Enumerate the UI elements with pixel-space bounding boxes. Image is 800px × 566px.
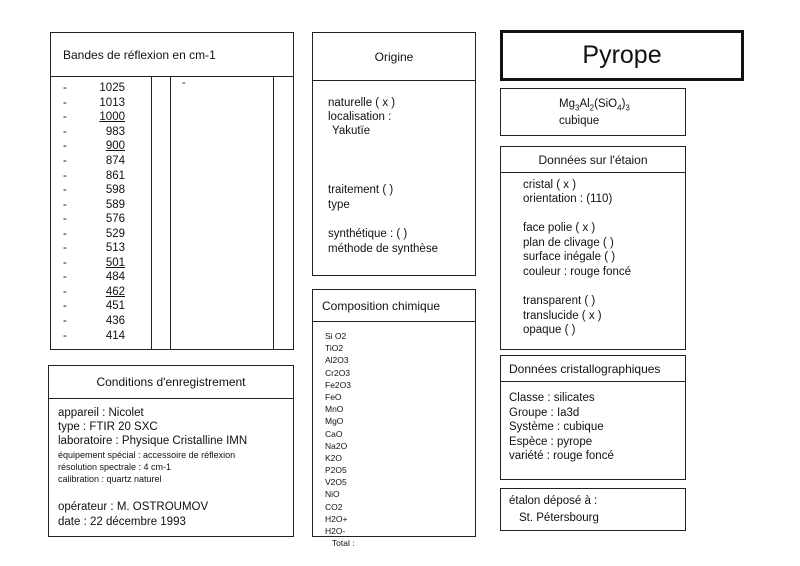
band-row	[63, 154, 125, 169]
composition-item: CO2	[325, 501, 343, 512]
conditions-panel	[48, 365, 294, 537]
composition-item: Fe2O3	[325, 379, 351, 390]
band-row	[63, 270, 125, 285]
laboratoire-field: laboratoire : Physique Cristalline IMN	[58, 435, 248, 447]
crystal-system: cubique	[559, 115, 600, 127]
band-value: 589	[105, 198, 125, 211]
band-value: 1013	[99, 96, 125, 109]
composition-item: Si O2	[325, 331, 347, 341]
equipement-field: équipement spécial : accessoire de réflexion	[58, 450, 236, 460]
composition-item: NiO	[325, 489, 340, 500]
type-field: type : FTIR 20 SXC	[58, 421, 158, 433]
band-row	[63, 183, 125, 198]
mineral-name: Pyrope	[582, 41, 662, 69]
band-row	[63, 226, 125, 241]
band-dash: -	[63, 315, 67, 328]
composition-item: TiO2	[325, 343, 344, 354]
band-value: 484	[105, 271, 125, 284]
etalon-line: cristal ( x )	[523, 179, 577, 191]
band-value: 451	[105, 300, 125, 313]
band-row	[63, 81, 125, 96]
depot-label: étalon déposé à :	[509, 495, 598, 507]
band-row	[63, 125, 125, 140]
column-divider	[170, 77, 171, 349]
band-list	[63, 81, 125, 343]
band-value: 513	[105, 242, 125, 255]
date-field: date : 22 décembre 1993	[58, 516, 186, 528]
resolution-field: résolution spectrale : 4 cm-1	[58, 462, 172, 472]
traitement-field: traitement ( )	[328, 184, 394, 196]
band-row	[63, 241, 125, 256]
band-row	[63, 285, 125, 300]
band-dash: -	[63, 242, 67, 255]
composition-item: V2O5	[325, 477, 347, 488]
band-value: 501	[105, 256, 125, 269]
composition-item: MnO	[325, 404, 344, 415]
composition-item: FeO	[325, 391, 342, 402]
band-value: 436	[105, 315, 125, 328]
etalon-panel	[500, 146, 686, 350]
etalon-line: transparent ( )	[523, 295, 596, 307]
localisation-value: Yakutïe	[332, 125, 371, 137]
band-row	[63, 212, 125, 227]
etalon-line: translucide ( x )	[523, 310, 602, 322]
depot-panel	[500, 488, 686, 531]
band-dash: -	[63, 285, 67, 298]
composition-item: Na2O	[325, 440, 348, 451]
type-field: type	[328, 199, 350, 211]
band-value: 983	[105, 125, 125, 138]
band-dash: -	[63, 96, 67, 109]
cristallo-line: Espèce : pyrope	[509, 436, 593, 448]
band-dash: -	[63, 184, 67, 197]
etalon-line: surface inégale ( )	[523, 251, 616, 263]
band-dash: -	[63, 169, 67, 182]
band-row	[63, 314, 125, 329]
appareil-field: appareil : Nicolet	[58, 407, 144, 419]
composition-panel	[312, 289, 476, 549]
band-dash: -	[63, 198, 67, 211]
composition-item: Total :	[325, 538, 355, 549]
band-dash: -	[63, 140, 67, 153]
composition-list	[325, 330, 355, 549]
cristallo-line: Système : cubique	[509, 421, 604, 433]
conditions-title: Conditions d'enregistrement	[49, 366, 293, 399]
bands-panel	[50, 32, 294, 350]
etalon-title: Données sur l'étaion	[501, 147, 685, 173]
mineral-name-box	[500, 30, 744, 81]
bands-body	[51, 77, 293, 349]
band-dash: -	[63, 155, 67, 167]
etalon-line: opaque ( )	[523, 324, 576, 336]
composition-item: H2O+	[325, 513, 348, 524]
composition-item: MgO	[325, 416, 344, 427]
band-value: 1025	[99, 82, 125, 95]
band-value: 598	[105, 184, 125, 197]
etalon-line: couleur : rouge foncé	[523, 266, 632, 278]
etalon-line: face polie ( x )	[523, 222, 596, 234]
band-row	[63, 299, 125, 314]
band-dash: -	[63, 213, 67, 226]
etalon-line: plan de clivage ( )	[523, 237, 614, 249]
band-value: 861	[105, 169, 125, 182]
band-value: 414	[105, 329, 125, 342]
operateur-field: opérateur : M. OSTROUMOV	[58, 501, 209, 513]
band-dash: -	[63, 256, 67, 269]
cristallo-title: Données cristallographiques	[501, 356, 685, 382]
band-dash: -	[63, 82, 67, 95]
band-value: 900	[105, 140, 125, 153]
synthetique-field: synthétique : ( )	[328, 228, 408, 240]
band-value: 576	[105, 213, 125, 226]
cristallo-line: Groupe : Ia3d	[509, 407, 580, 419]
band-row	[63, 96, 125, 111]
calibration-field: calibration : quartz naturel	[58, 474, 162, 484]
band-row	[63, 328, 125, 343]
column-divider	[151, 77, 152, 349]
composition-title: Composition chimique	[313, 290, 475, 322]
band-row	[63, 197, 125, 212]
composition-item: P2O5	[325, 465, 347, 476]
origine-title: Origine	[313, 33, 475, 81]
band-value: 874	[105, 155, 125, 167]
band-value: 462	[105, 285, 125, 298]
band-dash: -	[63, 125, 67, 138]
origine-panel	[312, 32, 476, 276]
depot-place: St. Pétersbourg	[519, 512, 599, 524]
composition-item: CaO	[325, 428, 343, 439]
band-dash: -	[63, 329, 67, 342]
naturelle-field: naturelle ( x )	[328, 97, 396, 109]
band-dash: -	[63, 271, 67, 284]
column-dash: -	[182, 77, 186, 89]
formula: $Mg_3Al_2(SiO_4)_3$	[559, 98, 630, 113]
bands-title: Bandes de réflexion en cm-1	[51, 33, 293, 77]
column-divider	[273, 77, 274, 349]
composition-item: K2O	[325, 452, 343, 463]
band-row	[63, 110, 125, 125]
composition-item: H2O-	[325, 526, 346, 536]
band-row	[63, 168, 125, 183]
cristallo-panel	[500, 355, 686, 480]
methode-field: méthode de synthèse	[328, 243, 438, 255]
cristallo-line: variété : rouge foncé	[509, 450, 614, 462]
etalon-line: orientation : (110)	[523, 193, 613, 205]
band-dash: -	[63, 300, 67, 313]
band-dash: -	[63, 111, 67, 124]
band-row	[63, 139, 125, 154]
formula-box	[500, 88, 686, 136]
band-value: 1000	[99, 111, 125, 124]
band-value: 529	[105, 227, 125, 240]
composition-item: Al2O3	[325, 355, 349, 366]
band-dash: -	[63, 227, 67, 240]
band-row	[63, 256, 125, 271]
localisation-label: localisation :	[328, 111, 392, 123]
composition-item: Cr2O3	[325, 367, 351, 378]
cristallo-line: Classe : silicates	[509, 392, 595, 404]
